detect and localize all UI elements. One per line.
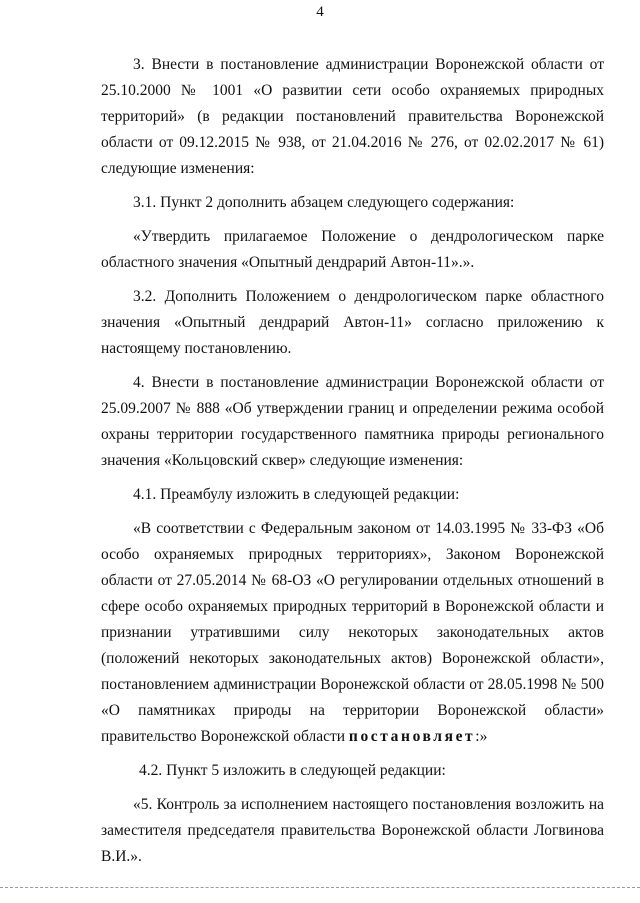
paragraph-4: 4. Внести в постановление администрации Воронежской области от 25.09.2007 № 888 «Об утверждении границ и определении режима особой охраны территории государственного памятника природы регионального значения «Кольцовский сквер» следующие изменения: xyxy=(101,374,604,469)
page-edge-divider xyxy=(0,887,640,888)
quote-end: :» xyxy=(475,728,488,745)
document-body xyxy=(101,52,604,870)
emphasis-postanovlyaet: постановляет xyxy=(348,728,476,745)
paragraph-3-2: 3.2. Дополнить Положением о дендрологическом парке областного значения «Опытный дендрарий Автон-11» согласно приложению к настоящему постановлению. xyxy=(101,288,604,357)
paragraph-3: 3. Внести в постановление администрации Воронежской области от 25.10.2000 № 1001 «О развитии сети особо охраняемых природных территорий» (в редакции постановлений правительства Воронежской области от 09.12.2015 № 938, от 21.04.2016 № 276, от 02.02.2017 № 61) следующие изменения: xyxy=(101,56,604,177)
paragraph-4-1-quote xyxy=(101,516,604,750)
paragraph-3-1-quote: «Утвердить прилагаемое Положение о дендрологическом парке областного значения «Опытный дендрарий Автон-11».». xyxy=(101,228,604,271)
paragraph-4-2-quote: «5. Контроль за исполнением настоящего постановления возложить на заместителя председателя правительства Воронежской области Логвинова В.И.». xyxy=(101,796,604,865)
paragraph-4-2: 4.2. Пункт 5 изложить в следующей редакции: xyxy=(139,762,446,779)
quote-text: «В соответствии с Федеральным законом от 14.03.1995 № 33-ФЗ «Об особо охраняемых природных территориях», Законом Воронежской области от 27.05.2014 № 68-ОЗ «О регулировании отдельных отношений в сфере особо охраняемых природных территорий в Воронежской области и признании утратившими силу некоторых законодательных актов (положений некоторых законодательных актов) Воронежской области», постановлением администрации Воронежской области от 28.05.1998 № 500 «О памятниках природы на территории Воронежской области» правительство Воронежской области xyxy=(101,520,604,745)
paragraph-4-1: 4.1. Преамбулу изложить в следующей редакции: xyxy=(133,486,460,503)
page-number: 4 xyxy=(316,4,324,20)
paragraph-3-1: 3.1. Пункт 2 дополнить абзацем следующего содержания: xyxy=(133,194,515,211)
